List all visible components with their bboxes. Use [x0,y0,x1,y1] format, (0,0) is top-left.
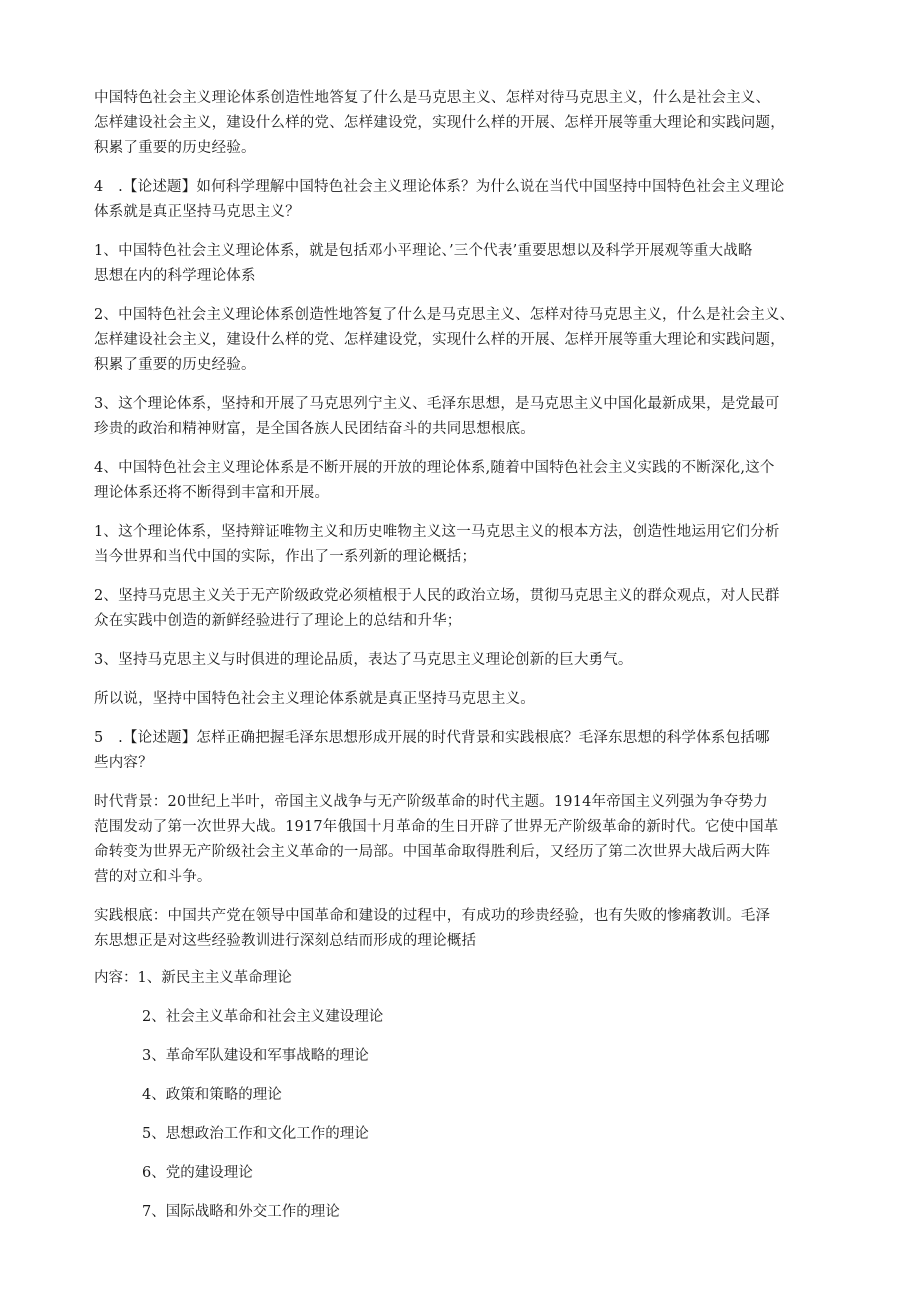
content-list-item: 5、思想政治工作和文化工作的理论 [142,1126,369,1142]
question-5: 5 .【论述题】怎样正确把握毛泽东思想形成开展的时代背景和实践根底？毛泽东思想的科学体系包括哪 些内容？ [94,730,770,771]
content-list [94,966,824,1239]
answer-4-reason-3: 3、坚持马克思主义与时俱进的理论品质，表达了马克思主义理论创新的巨大勇气。 [94,652,633,668]
answer-5-background: 时代背景：20世纪上半叶，帝国主义战争与无产阶级革命的时代主题。1914年帝国主义列强为争夺势力 范围发动了第一次世界大战。1917年俄国十月革命的生日开辟了世界无产阶级革命的新时代。它使中国革 命转变为世界无产阶级社会主义革命的一局部。中国革命取得胜利后，又经历了第二次世界大战后两大阵 营的对立和斗争。 [94,794,779,885]
content-list-item: 6、党的建设理论 [142,1165,253,1181]
answer-4-point-2: 2、中国特色社会主义理论体系创造性地答复了什么是马克思主义、怎样对待马克思主义，什么是社会主义、 怎样建设社会主义，建设什么样的党、怎样建设党，实现什么样的开展、怎样开展等重大理论和实践问题， 积累了重要的历史经验。 [94,307,795,373]
answer-4-reason-2: 2、坚持马克思主义关于无产阶级政党必须植根于人民的政治立场，贯彻马克思主义的群众观点，对人民群 众在实践中创造的新鲜经验进行了理论上的总结和升华； [94,588,780,629]
answer-4-point-1: 1、中国特色社会主义理论体系，就是包括邓小平理论、’三个代表’重要思想以及科学开展观等重大战略 思想在内的科学理论体系 [94,243,753,284]
question-4: 4 .【论述题】如何科学理解中国特色社会主义理论体系？为什么说在当代中国坚持中国特色社会主义理论 体系就是真正坚持马克思主义？ [94,179,785,220]
content-list-head: 内容：1、新民主主义革命理论 [94,970,292,986]
answer-4-reason-1: 1、这个理论体系，坚持辩证唯物主义和历史唯物主义这一马克思主义的根本方法，创造性地运用它们分析 当今世界和当代中国的实际，作出了一系列新的理论概括； [94,524,780,565]
document-page [94,86,824,1239]
content-list-item: 2、社会主义革命和社会主义建设理论 [142,1009,384,1025]
paragraph-summary: 中国特色社会主义理论体系创造性地答复了什么是马克思主义、怎样对待马克思主义，什么是社会主义、 怎样建设社会主义，建设什么样的党、怎样建设党，实现什么样的开展、怎样开展等重大理论和实践问题， 积累了重要的历史经验。 [94,90,785,156]
content-list-item: 3、革命军队建设和军事战略的理论 [142,1048,369,1064]
content-list-item: 4、政策和策略的理论 [142,1087,282,1103]
answer-4-conclusion: 所以说，坚持中国特色社会主义理论体系就是真正坚持马克思主义。 [94,691,535,707]
answer-5-practice: 实践根底：中国共产党在领导中国革命和建设的过程中，有成功的珍贵经验，也有失败的惨痛教训。毛泽 东思想正是对这些经验教训进行深刻总结而形成的理论概括 [94,908,771,949]
answer-4-point-3: 3、这个理论体系，坚持和开展了马克思列宁主义、毛泽东思想，是马克思主义中国化最新成果，是党最可 珍贵的政治和精神财富，是全国各族人民团结奋斗的共同思想根底。 [94,396,780,437]
content-list-item: 7、国际战略和外交工作的理论 [142,1204,340,1220]
answer-4-point-4: 4、中国特色社会主义理论体系是不断开展的开放的理论体系,随着中国特色社会主义实践的不断深化,这个 理论体系还将不断得到丰富和开展。 [94,460,775,501]
